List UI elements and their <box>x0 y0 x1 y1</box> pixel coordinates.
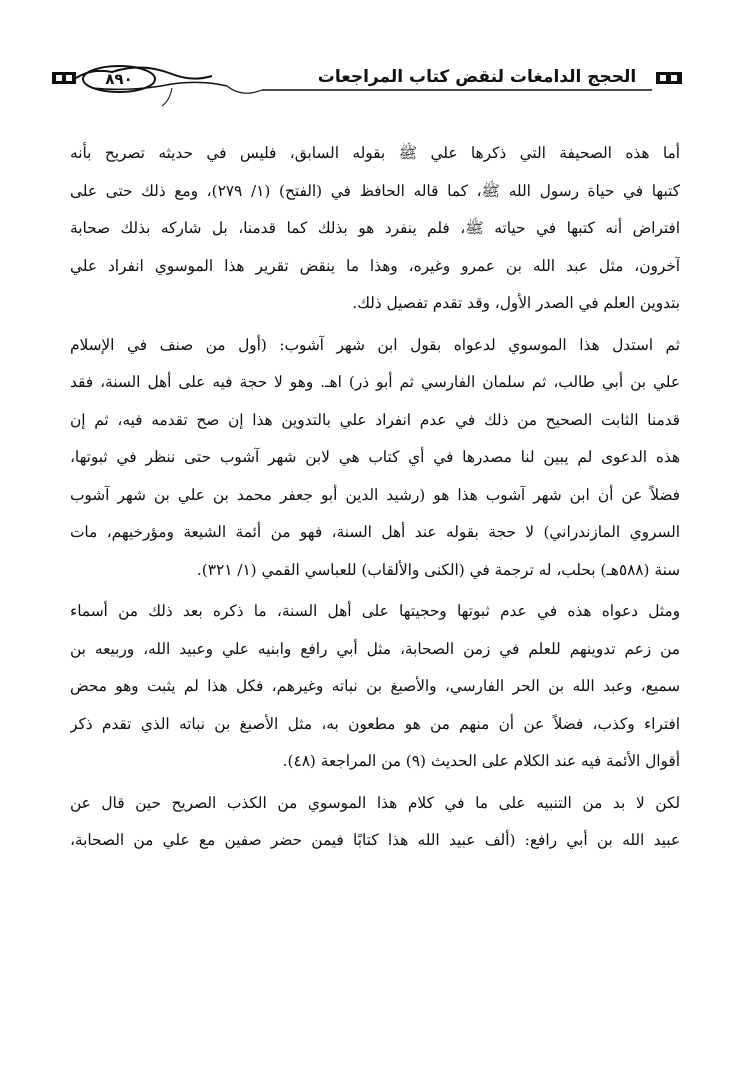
text-line: قدمنا الثابت الصحيح من ذلك في عدم انفراد علي بالتدوين هذا إن صح تقدمه فيه، ثم إن <box>70 410 680 429</box>
left-flourish-icon <box>52 72 76 84</box>
text-line: ومثل دعواه هذه في عدم ثبوتها وحجيتها على أهل السنة، ما ذكره بعد ذلك من أسماء <box>70 602 680 620</box>
text-line: علي بن أبي طالب، ثم سلمان الفارسي ثم أبو ذر) اهـ. وهو لا حجة فيه على أهل السنة، فقد <box>70 373 680 391</box>
text-line: كتبها في حياة رسول الله ﷺ، كما قاله الحافظ في (الفتح) (١/ ٢٧٩)، ومع ذلك حتى على <box>70 181 680 200</box>
text-line: لكن لا بد من التنبيه على ما في كلام هذا الموسوي من الكذب الصريح حين قال عن <box>70 793 680 812</box>
text-line: السروي المازندراني) لا حجة بقوله عند أهل السنة، فهو من أئمة الشيعة ومؤرخيهم، مات <box>70 523 680 541</box>
paragraph-4 <box>70 785 680 860</box>
text-line: أما هذه الصحيفة التي ذكرها علي ﷺ بقوله السابق، فليس في حديثه تصريح بأنه <box>70 144 680 162</box>
text-line: عبيد الله بن أبي رافع: (ألف عبيد الله هذا كتابًا فيمن حضر صفين مع علي من الصحابة، <box>70 831 680 849</box>
text-line: سنة (٥٨٨هـ) بحلب، له ترجمة في (الكنى والألقاب) للعباسي القمي (١/ ٣٢١). <box>196 560 680 579</box>
text-line: بتدوين العلم في الصدر الأول، وقد تقدم تفصيل ذلك. <box>352 294 680 312</box>
paragraph-1 <box>70 135 680 323</box>
text-line: آخرون، مثل عبد الله بن عمرو وغيره، وهذا ما ينقض تقرير هذا الموسوي انفراد علي <box>70 256 680 275</box>
text-line: أقوال الأئمة فيه عند الكلام على الحديث (٩) من المراجعة (٤٨). <box>282 752 680 770</box>
page-number: ٨٩٠ <box>105 70 133 88</box>
paragraph-2 <box>70 327 680 590</box>
text-line: سميع، وعبد الله بن الحر الفارسي، والأصبغ بن نباته وغيرهم، فكل هذا لم يثبت وهو محض <box>70 677 680 695</box>
running-title: الحجج الدامغات لنقض كتاب المراجعات <box>317 67 637 87</box>
text-line: فضلاً عن أن ابن شهر آشوب هذا هو (رشيد الدين أبو جعفر محمد بن علي بن شهر آشوب <box>70 485 680 504</box>
paragraph-3 <box>70 593 680 781</box>
text-line: ثم استدل هذا الموسوي لدعواه بقول ابن شهر آشوب: (أول من صنف في الإسلام <box>70 335 680 354</box>
text-line: من زعم تدوينهم للعلم في زمن الصحابة، مثل أبي رافع وابنيه علي وعبيد الله، وربيعه بن <box>70 639 680 658</box>
page-header <box>52 58 692 108</box>
text-line: افتراء وكذب، فضلاً عن أن منهم من هو مطعون به، مثل الأصبغ بن نباته الذي تقدم ذكر <box>70 714 680 733</box>
page-body <box>70 135 680 860</box>
text-line: افتراض أنه كتبها في حياته ﷺ، فلم ينفرد هو بذلك كما قدمنا، بل شاركه بذلك صحابة <box>70 219 680 237</box>
text-line: هذه الدعوى لم يبين لنا مصدرها في أي كتاب هي لابن شهر آشوب حتى ننظر في ثبوتها، <box>70 448 680 466</box>
